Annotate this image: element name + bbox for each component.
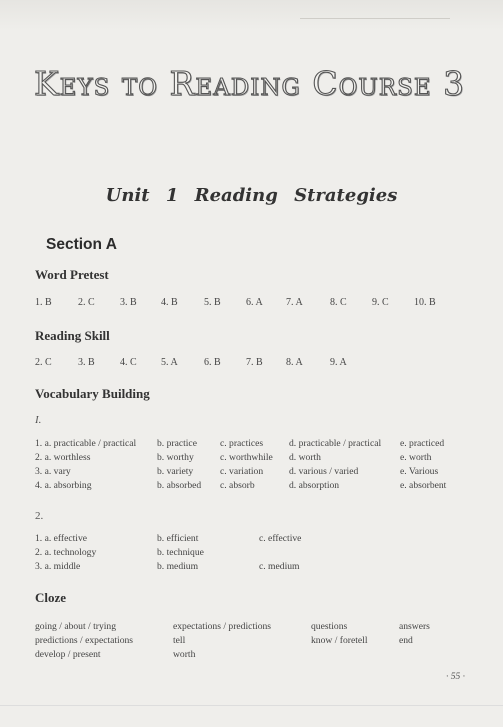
cloze-cell: end: [399, 635, 413, 646]
vocab-cell: c. worthwhile: [220, 452, 273, 463]
vocab-cell: e. worth: [400, 452, 432, 463]
vocab-cell: d. practicable / practical: [289, 438, 382, 449]
vocab-cell: b. medium: [157, 561, 199, 572]
answer-item: 9. C: [372, 297, 389, 308]
top-strip: [0, 0, 503, 30]
answer-item: 4. C: [120, 357, 137, 368]
answer-item: 5. B: [204, 297, 221, 308]
answer-item: 4. B: [161, 297, 178, 308]
vocab-cell: 3. a. middle: [35, 561, 81, 572]
cloze-cell: develop / present: [35, 649, 101, 660]
answer-item: 3. B: [120, 297, 137, 308]
section-title: Section A: [46, 236, 117, 253]
vocab-cell: b. variety: [157, 466, 194, 477]
vocab-cell: d. various / varied: [289, 466, 359, 477]
word-pretest-title: Word Pretest: [35, 267, 109, 282]
answer-item: 2. C: [78, 297, 95, 308]
cloze-cell: going / about / trying: [35, 621, 117, 632]
bottom-rule: [0, 705, 503, 706]
answer-item: 7. A: [286, 297, 303, 308]
answer-item: 9. A: [330, 357, 347, 368]
answer-item: 8. A: [286, 357, 303, 368]
cloze-cell: worth: [173, 649, 196, 660]
cloze-cell: questions: [311, 621, 348, 632]
vocab-cell: e. absorbent: [400, 480, 447, 491]
vocab-cell: b. practice: [157, 438, 197, 449]
page-title: Keys to Reading Course 3: [34, 64, 466, 103]
answer-item: 10. B: [414, 297, 436, 308]
vocab-cell: b. worthy: [157, 452, 194, 463]
vocab-cell: c. effective: [259, 533, 302, 544]
answer-item: 5. A: [161, 357, 178, 368]
vocab-cell: 1. a. practicable / practical: [35, 438, 137, 449]
header-rule: [300, 18, 450, 19]
vocab-cell: 1. a. effective: [35, 533, 88, 544]
reading-skill-title: Reading Skill: [35, 328, 110, 343]
vocab-cell: b. absorbed: [157, 480, 202, 491]
answer-item: 3. B: [78, 357, 95, 368]
vocab-cell: 2. a. worthless: [35, 452, 91, 463]
part-2-label: 2.: [35, 510, 44, 522]
cloze-title: Cloze: [35, 590, 67, 605]
page-number: · 55 ·: [446, 672, 465, 682]
vocab-cell: c. medium: [259, 561, 300, 572]
vocab-cell: d. absorption: [289, 480, 340, 491]
vocab-cell: c. absorb: [220, 480, 255, 491]
answer-item: 6. B: [204, 357, 221, 368]
answer-item: 7. B: [246, 357, 263, 368]
vocab-cell: e. Various: [400, 466, 439, 477]
answer-item: 1. B: [35, 297, 52, 308]
unit-title: Unit 1 Reading Strategies: [105, 185, 398, 206]
answer-item: 6. A: [246, 297, 263, 308]
vocabulary-building-title: Vocabulary Building: [35, 386, 150, 401]
vocab-cell: 2. a. technology: [35, 547, 97, 558]
answer-item: 8. C: [330, 297, 347, 308]
cloze-cell: answers: [399, 621, 430, 632]
cloze-cell: expectations / predictions: [173, 621, 272, 632]
vocab-cell: c. variation: [220, 466, 264, 477]
cloze-cell: know / foretell: [311, 635, 368, 646]
cloze-cell: tell: [173, 635, 186, 646]
vocab-cell: 3. a. vary: [35, 466, 71, 477]
answer-item: 2. C: [35, 357, 52, 368]
vocab-cell: b. technique: [157, 547, 204, 558]
cloze-cell: predictions / expectations: [35, 635, 134, 646]
vocab-cell: b. efficient: [157, 533, 199, 544]
vocab-cell: c. practices: [220, 438, 264, 449]
part-1-label: I.: [35, 414, 42, 426]
vocab-cell: d. worth: [289, 452, 321, 463]
vocab-cell: 4. a. absorbing: [35, 480, 92, 491]
vocab-cell: e. practiced: [400, 438, 445, 449]
